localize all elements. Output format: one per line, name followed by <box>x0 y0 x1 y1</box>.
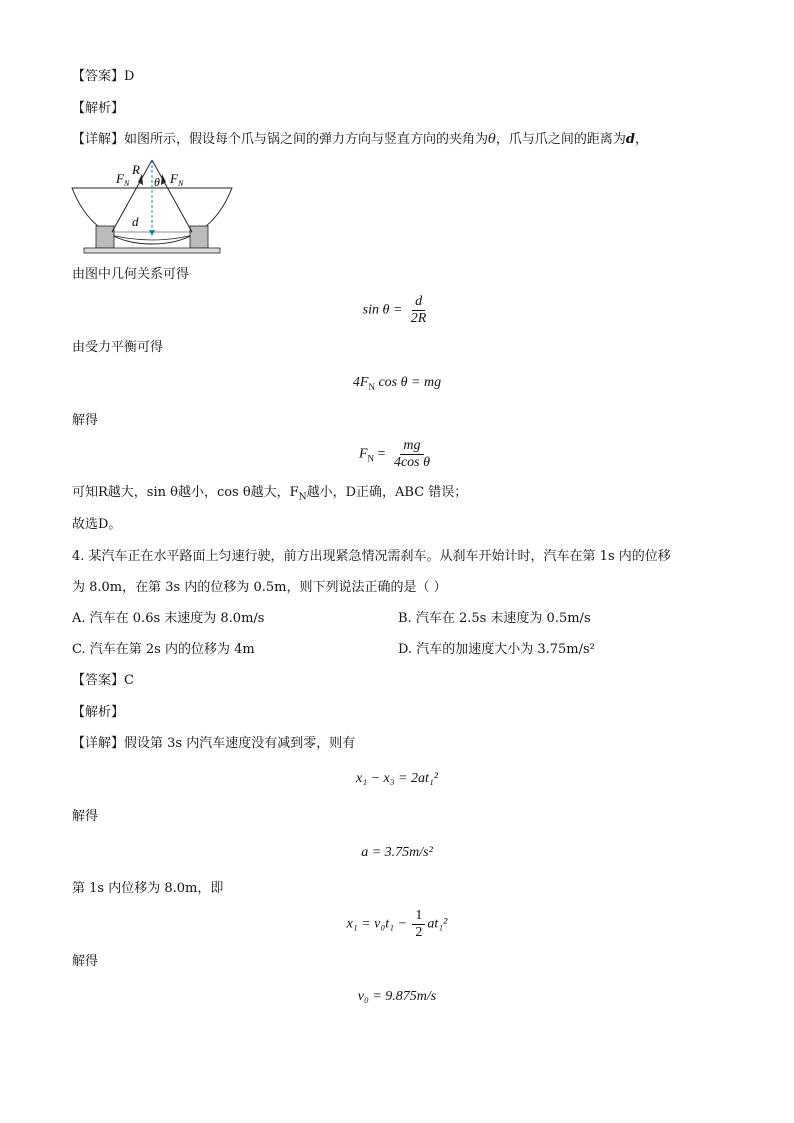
eq3-lhs: F <box>358 446 368 462</box>
fn-right-label: $F_N$ <box>170 171 184 188</box>
eq1-fraction <box>408 294 430 327</box>
q4-solve1: 解得 <box>72 809 99 824</box>
eq2-sub: N <box>368 381 375 392</box>
conclusion-end: 越小，D正确，ABC 错误； <box>306 485 468 500</box>
q4-stem-line2: 为 8.0m，在第 3s 内的位移为 0.5m，则下列说法正确的是（ ） <box>72 580 447 595</box>
eq3-sub: N <box>367 453 375 464</box>
d-symbol: d <box>625 132 635 147</box>
option-a: A. 汽车在 0.6s 末速度为 8.0m/s <box>72 611 265 626</box>
equation-fn <box>0 438 794 471</box>
eq3-den: 4cos θ <box>393 455 430 470</box>
solve-text: 解得 <box>72 413 99 428</box>
option-c: C. 汽车在第 2s 内的位移为 4m <box>72 642 255 657</box>
detail-text: 如图所示，假设每个爪与锅之间的弹力方向与竖直方向的夹角为 <box>124 132 489 147</box>
q4-stem-line1: 4. 某汽车正在水平路面上匀速行驶，前方出现紧急情况需刹车。从刹车开始计时，汽车在第 1s 内的位移 <box>72 549 671 564</box>
detail-line-q4 <box>72 735 355 753</box>
eq2-part: 4F <box>352 375 369 390</box>
theta-label: θ <box>154 175 160 189</box>
q4-eq3-lhs: x₁ = v₀t₁ − <box>346 916 407 932</box>
answer-tag: 【答案】 <box>72 69 125 84</box>
q4-disp-text: 第 1s 内位移为 8.0m，即 <box>72 881 224 896</box>
fn-left-label: $F_N$ <box>116 171 130 188</box>
eq1-num: d <box>412 294 425 311</box>
eq3-num: mg <box>400 438 423 455</box>
answer-line-q3 <box>72 68 134 86</box>
q4-eq3-rhs: at₁² <box>427 916 448 932</box>
right-support <box>190 226 208 248</box>
answer-value: D <box>124 69 135 84</box>
detail-line-q3 <box>72 131 648 149</box>
final-answer: 故选D。 <box>72 517 122 532</box>
answer-value-q4: C <box>124 673 134 688</box>
eq3-fraction <box>391 438 433 471</box>
detail-tag-q4: 【详解】 <box>72 736 125 751</box>
option-d: D. 汽车的加速度大小为 3.75m/s² <box>398 642 595 657</box>
q4-eq3-den: 2 <box>415 925 423 940</box>
r-label: R <box>132 162 140 177</box>
theta-symbol: θ <box>488 132 496 147</box>
q4-eq4: v₀ = 9.875m/s <box>357 989 437 1004</box>
eq3-eq: = <box>374 446 386 462</box>
detail-text-2: ，爪与爪之间的距离为 <box>495 132 626 147</box>
d-label: d <box>132 214 139 229</box>
eq1-lhs: sin θ = <box>362 302 403 318</box>
q4-eq2: a = 3.75m/s² <box>361 845 433 860</box>
answer-line-q4 <box>72 672 134 690</box>
q4-solve2: 解得 <box>72 954 99 969</box>
base <box>84 248 220 253</box>
left-support <box>96 226 114 248</box>
q4-eq1: x₁ − x₃ = 2at₁² <box>355 771 438 786</box>
vertical-arrow-head <box>149 230 155 236</box>
eq2-rest: cos θ = mg <box>374 375 442 390</box>
option-b: B. 汽车在 2.5s 末速度为 0.5m/s <box>398 611 591 626</box>
claw-wok-diagram <box>70 152 235 256</box>
detail-end: ， <box>634 132 648 147</box>
force-text: 由受力平衡可得 <box>72 340 164 355</box>
geom-text: 由图中几何关系可得 <box>72 267 190 282</box>
conclusion-text: 可知R越大，sin θ越小，cos θ越大，F <box>72 485 299 500</box>
analysis-tag: 【解析】 <box>72 101 125 116</box>
detail-tag: 【详解】 <box>72 132 125 147</box>
conclusion-line <box>72 484 467 507</box>
conclusion-sub: N <box>298 492 307 503</box>
detail-text-q4: 假设第 3s 内汽车速度没有减到零，则有 <box>124 736 356 751</box>
equation-balance <box>0 374 794 396</box>
q4-eq3-fraction <box>412 908 425 941</box>
equation-sin <box>0 294 794 327</box>
q4-eq3-num: 1 <box>412 908 425 925</box>
eq1-den: 2R <box>410 311 427 326</box>
answer-tag-q4: 【答案】 <box>72 673 125 688</box>
analysis-tag-q4: 【解析】 <box>72 705 125 720</box>
q4-eq3 <box>0 908 794 941</box>
